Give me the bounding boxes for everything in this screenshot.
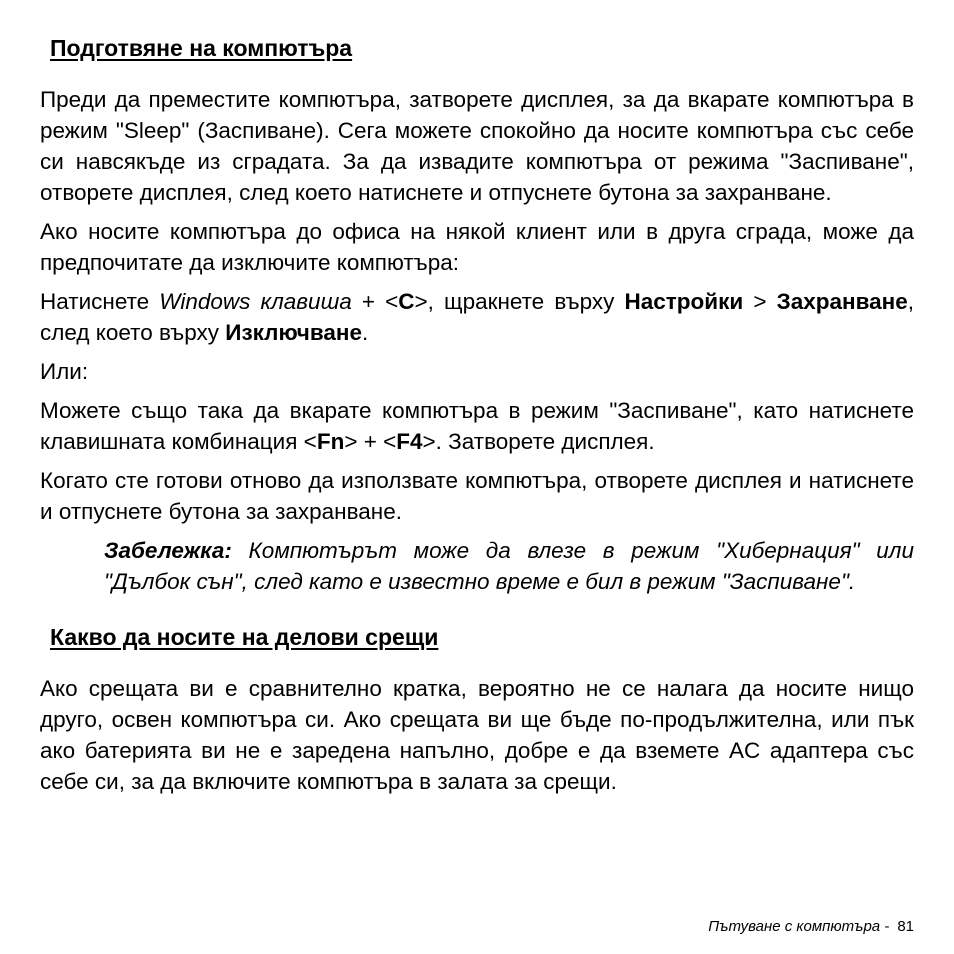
text-run: >, щракнете върху	[414, 289, 625, 314]
text-run: >. Затворете дисплея.	[422, 429, 655, 454]
paragraph: Ако носите компютъра до офиса на някой клиент или в друга сграда, може да предпочитате да изключите компютъра:	[40, 219, 914, 275]
note-label: Забележка:	[104, 538, 232, 563]
note	[104, 535, 914, 597]
text-run: Натиснете	[40, 289, 160, 314]
paragraph: Преди да преместите компютъра, затворете дисплея, за да вкарате компютъра в режим "Sleep" (Заспиване). Сега можете спокойно да носите компютъра със себе си навсякъде из сградата. За да извадите компютъра от режима "Заспиване", отворете дисплея, след което натиснете и отпуснете бутона за захранване.	[40, 87, 914, 205]
text-run: , след което върху	[40, 289, 914, 345]
paragraph-shutdown-instructions	[40, 286, 914, 348]
footer-title: Пътуване с компютъра -	[708, 918, 890, 935]
windows-key-label: Windows клавиша	[159, 289, 352, 314]
shutdown-label: Изключване	[225, 320, 363, 345]
settings-label: Настройки	[624, 289, 744, 314]
key-c-label: C	[398, 289, 415, 314]
text-run: .	[362, 320, 369, 345]
paragraph: Ако срещата ви е сравнително кратка, вероятно не се налага да носите нищо друго, освен компютъра си. Ако срещата ви ще бъде по-продължителна, или пък ако батерията ви не е заредена напълно, добре е да вземете AC адаптера със себе си, за да включите компютъра в залата за срещи.	[40, 676, 914, 794]
key-fn-label: Fn	[316, 429, 345, 454]
text-run: + <	[351, 289, 399, 314]
note-text: Компютърът може да влезе в режим "Хибернация" или "Дълбок сън", след като е известно време е бил в режим "Заспиване".	[104, 538, 914, 594]
section-heading: Какво да носите на делови срещи	[50, 624, 439, 650]
paragraph: Или:	[40, 359, 89, 384]
section-business-meetings	[40, 619, 914, 797]
section-preparing-computer	[40, 30, 914, 597]
document-page	[40, 30, 914, 805]
power-label: Захранване	[776, 289, 908, 314]
key-f4-label: F4	[396, 429, 423, 454]
text-run: >	[743, 289, 777, 314]
page-number: 81	[897, 918, 914, 935]
text-run: > + <	[344, 429, 397, 454]
paragraph: Когато сте готови отново да използвате компютъра, отворете дисплея и натиснете и отпуснете бутона за захранване.	[40, 468, 914, 524]
section-heading: Подготвяне на компютъра	[50, 35, 353, 61]
page-footer	[708, 917, 914, 937]
paragraph-sleep-shortcut	[40, 395, 914, 457]
text-run: Можете също така да вкарате компютъра в режим "Заспиване", като натиснете клавишната комбинация <	[40, 398, 914, 454]
